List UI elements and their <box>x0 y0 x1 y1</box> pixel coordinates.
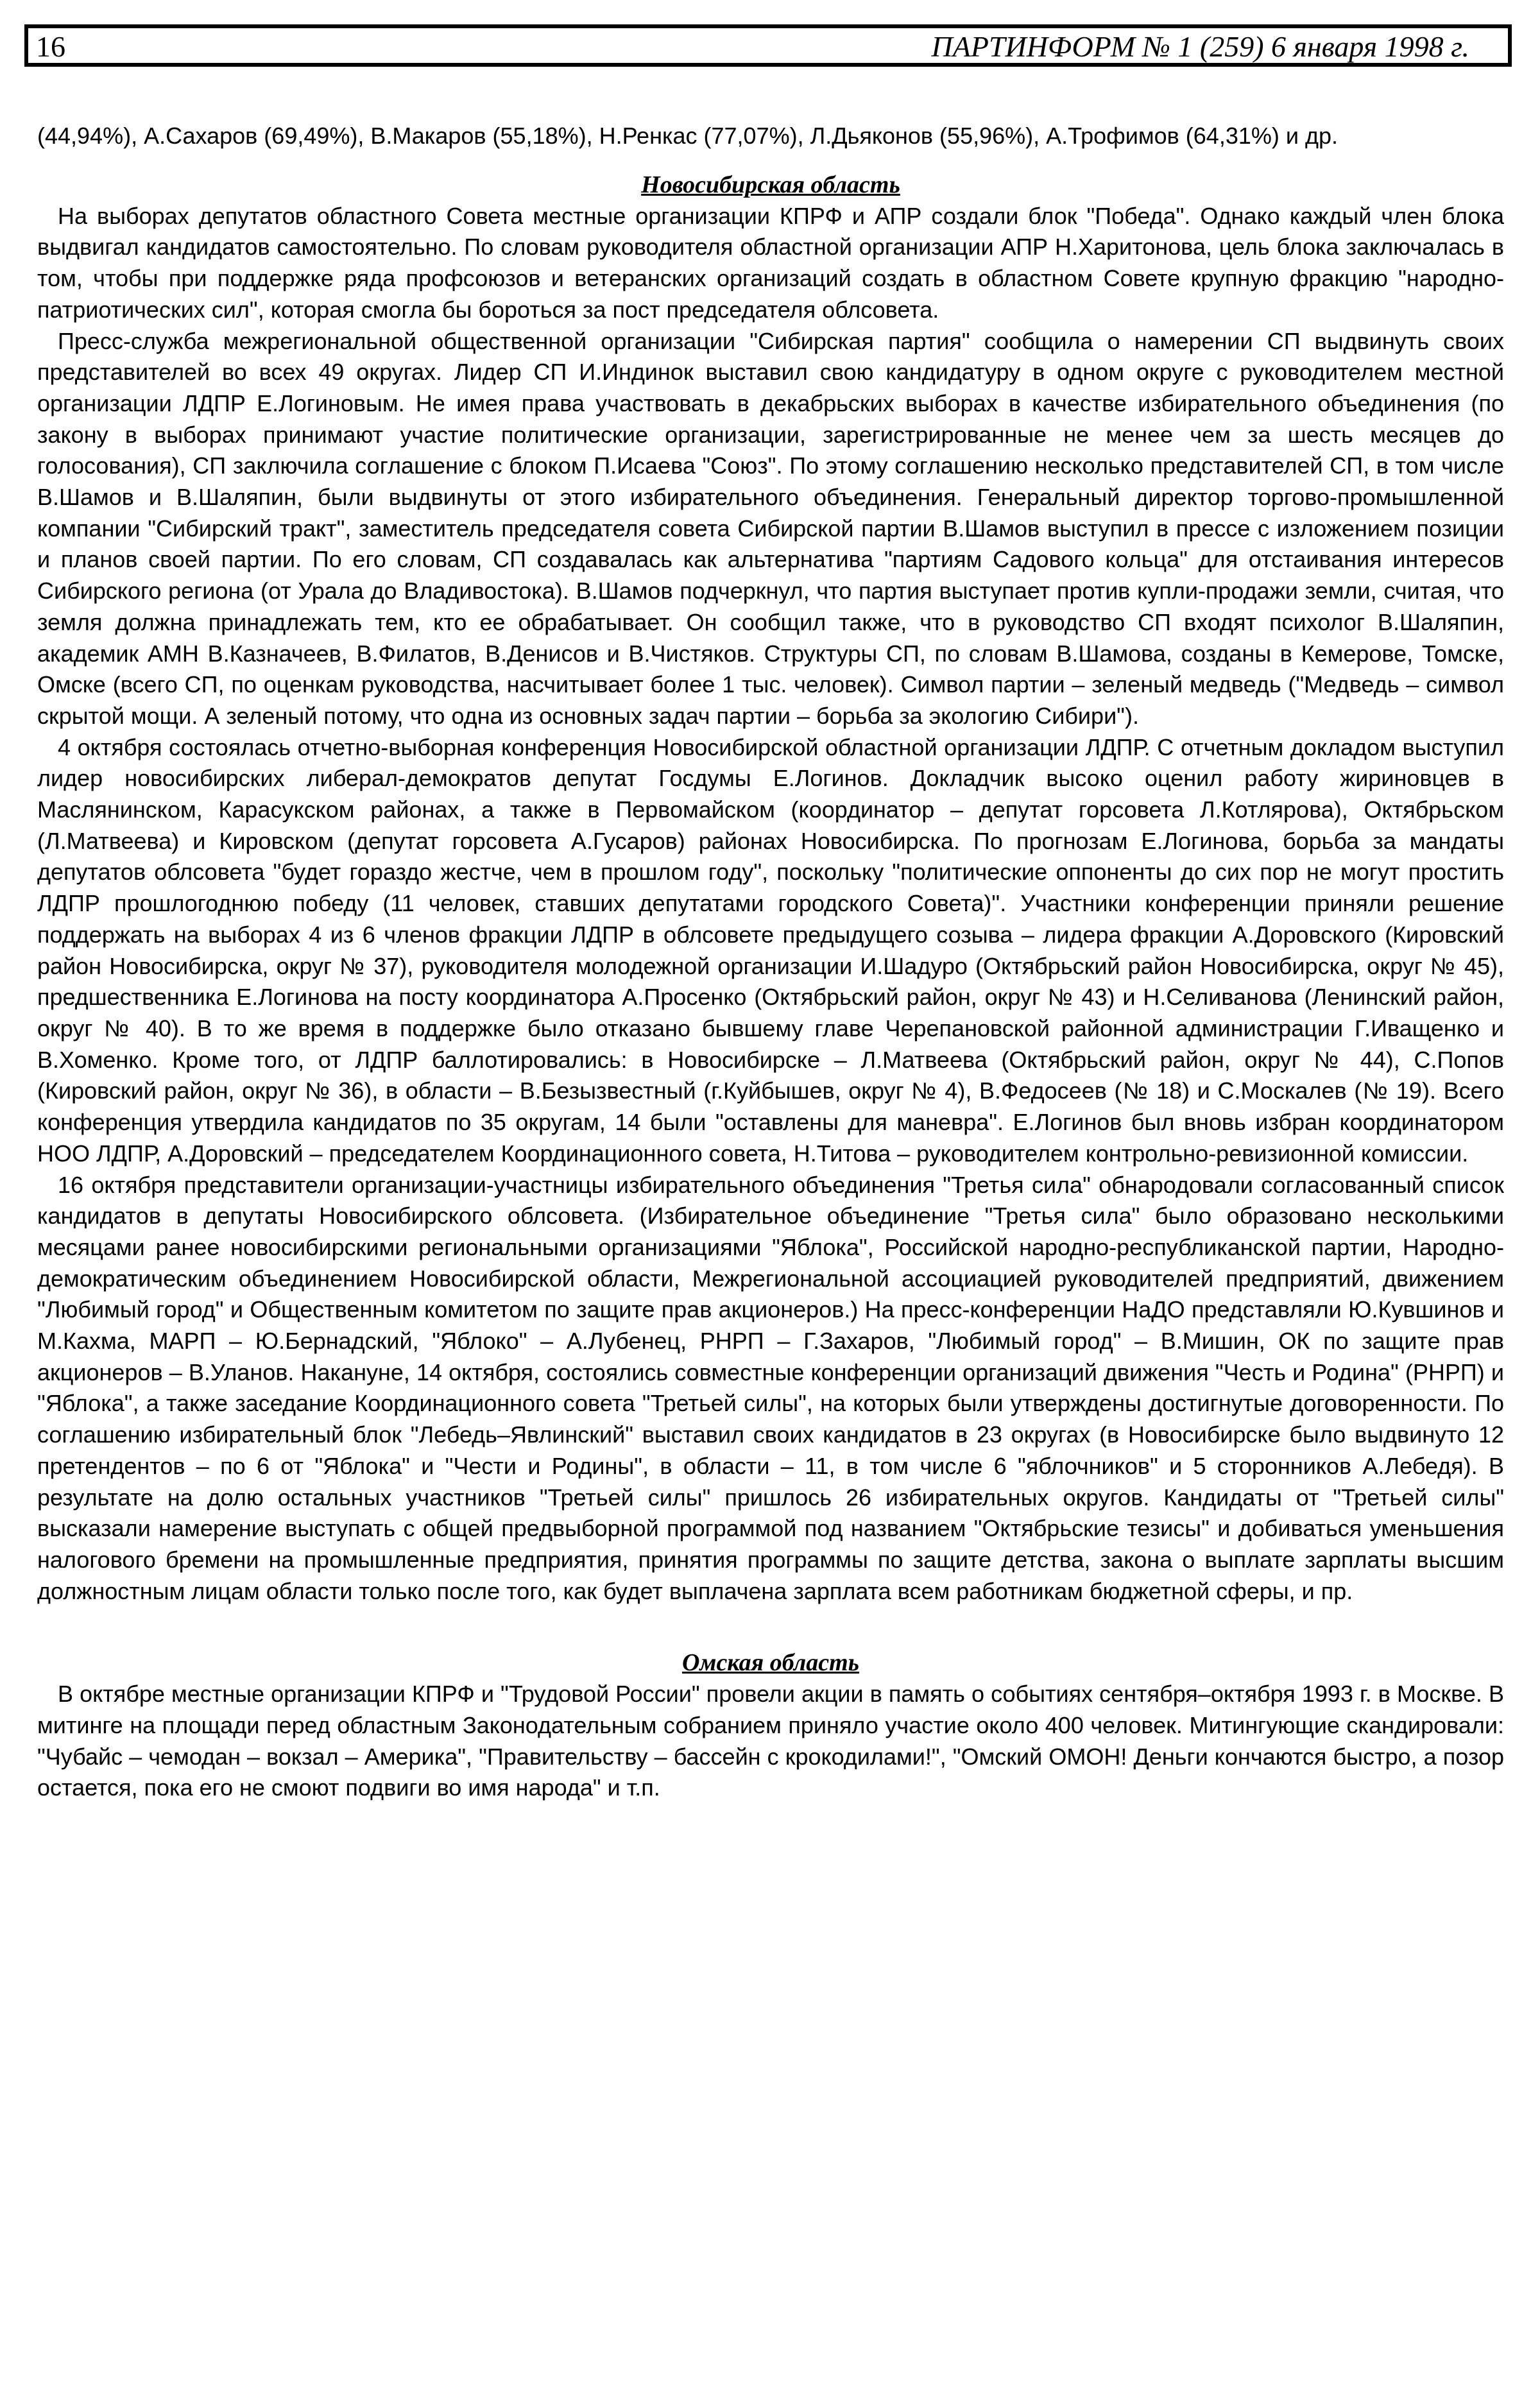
section-novosibirsk <box>37 169 1504 1607</box>
page-header <box>24 24 1512 67</box>
section-omsk <box>37 1647 1504 1804</box>
intro-paragraph: (44,94%), А.Сахаров (69,49%), В.Макаров (55,18%), Н.Ренкас (77,07%), Л.Дьяконов (55,96%), А.Трофимов (64,31%) и др. <box>37 123 1339 149</box>
paragraph: 4 октября состоялась отчетно-выборная конференция Новосибирской областной организации ЛДПР. С отчетным докладом выступил лидер новосибирских либерал-демократов депутат Госдумы Е.Логинов. Докладчик высоко оценил работу жириновцев в Маслянинском, Карасукском районах, а также в Первомайском (координатор – депутат горсовета Л.Котлярова), Октябрьском (Л.Матвеева) и Кировском (депутат горсовета А.Гусаров) районах Новосибирска. По прогнозам Е.Логинова, борьба за мандаты депутатов облсовета "будет гораздо жестче, чем в прошлом году", поскольку "политические оппоненты до сих пор не могут простить ЛДПР прошлогоднюю победу (11 человек, ставших депутатами городского Совета)". Участники конференции приняли решение поддержать на выборах 4 из 6 членов фракции ЛДПР в облсовете предыдущего созыва – лидера фракции А.Доровского (Кировский район Новосибирска, округ № 37), руководителя молодежной организации И.Шадуро (Октябрьский район Новосибирска, округ № 45), предшественника Е.Логинова на посту координатора А.Просенко (Октябрьский район, округ № 43) и Н.Селиванова (Ленинский район, округ № 40). В то же время в поддержке было отказано бывшему главе Черепановской районной администрации Г.Иващенко и В.Хоменко. Кроме того, от ЛДПР баллотировались: в Новосибирске – Л.Матвеева (Октябрьский район, округ № 44), С.Попов (Кировский район, округ № 36), в области – В.Безызвестный (г.Куйбышев, округ № 4), В.Федосеев (№ 18) и С.Москалев (№ 19). Всего конференция утвердила кандидатов по 35 округам, 14 были "оставлены для маневра". Е.Логинов был вновь избран координатором НОО ЛДПР, А.Доровский – председателем Координационного совета, Н.Титова – руководителем контрольно-ревизионной комиссии. <box>37 733 1504 1167</box>
page-number: 16 <box>36 30 65 63</box>
paragraph: В октябре местные организации КПРФ и "Трудовой России" провели акции в память о событиях сентября–октября 1993 г. в Москве. В митинге на площади перед областным Законодательным собранием приняло участие около 400 человек. Митингующие скандировали: "Чубайс – чемодан – вокзал – Америка", "Правительству – бассейн с крокодилами!", "Омский ОМОН! Деньги кончаются быстро, а позор остается, пока его не смоют подвиги во имя народа" и т.п. <box>37 1681 1504 1801</box>
section-title: Омская область <box>681 1649 860 1677</box>
paragraph: На выборах депутатов областного Совета местные организации КПРФ и АПР создали блок "Победа". Однако каждый член блока выдвигал кандидатов самостоятельно. По словам руководителя областной организации АПР Н.Харитонова, цель блока заключалась в том, чтобы при поддержке ряда профсоюзов и ветеранских организаций создать в областном Совете крупную фракцию "народно-патриотических сил", которая смогла бы бороться за пост председателя облсовета. <box>37 202 1504 323</box>
section-title: Новосибирская область <box>641 171 900 198</box>
paragraph: Пресс-служба межрегиональной общественной организации "Сибирская партия" сообщила о намерении СП выдвинуть своих представителей во всех 49 округах. Лидер СП И.Индинок выставил свою кандидатуру в одном округе с руководителем местной организации ЛДПР Е.Логиновым. Не имея права участвовать в декабрьских выборах в качестве избирательного объединения (по закону в выборах принимают участие политические организации, зарегистрированные не менее чем за шесть месяцев до голосования), СП заключила соглашение с блоком П.Исаева "Союз". По этому соглашению несколько представителей СП, в том числе В.Шамов и В.Шаляпин, были выдвинуты от этого избирательного объединения. Генеральный директор торгово-промышленной компании "Сибирский тракт", заместитель председателя совета Сибирской партии В.Шамов выступил в прессе с изложением позиции и планов своей партии. По его словам, СП создавалась как альтернатива "партиям Садового кольца" для отстаивания интересов Сибирского региона (от Урала до Владивостока). В.Шамов подчеркнул, что партия выступает против купли-продажи земли, считая, что земля должна принадлежать тем, кто ее обрабатывает. Он сообщил также, что в руководство СП входят психолог В.Шаляпин, академик АМН В.Казначеев, В.Филатов, В.Денисов и В.Чистяков. Структуры СП, по словам В.Шамова, созданы в Кемерове, Томске, Омске (всего СП, по оценкам руководства, насчитывает более 1 тыс. человек). Символ партии – зеленый медведь ("Медведь – символ скрытой мощи. А зеленый потому, что одна из основных задач партии – борьба за экологию Сибири"). <box>37 327 1504 729</box>
issue-title: ПАРТИНФОРМ № 1 (259) 6 января 1998 г. <box>931 30 1469 63</box>
article-body <box>37 121 1504 1804</box>
paragraph: 16 октября представители организации-участницы избирательного объединения "Третья сила" обнародовали согласованный список кандидатов в депутаты Новосибирского облсовета. (Избирательное объединение "Третья сила" было образовано несколькими месяцами ранее новосибирскими региональными организациями "Яблока", Российской народно-республиканской партии, Народно-демократическим объединением Новосибирской области, Межрегиональной ассоциацией руководителей предприятий, движением "Любимый город" и Общественным комитетом по защите прав акционеров.) На пресс-конференции НаДО представляли Ю.Кувшинов и М.Кахма, МАРП – Ю.Бернадский, "Яблоко" – А.Лубенец, РНРП – Г.Захаров, "Любимый город" – В.Мишин, ОК по защите прав акционеров – В.Уланов. Накануне, 14 октября, состоялись совместные конференции организаций движения "Честь и Родина" (РНРП) и "Яблока", а также заседание Координационного совета "Третьей силы", на которых были утверждены достигнутые договоренности. По соглашению избирательный блок "Лебедь–Явлинский" выставил своих кандидатов в 23 округах (в Новосибирске было выдвинуто 12 претендентов – по 6 от "Яблока" и "Чести и Родины", в области – 11, в том числе 6 "яблочников" и 5 сторонников А.Лебедя). В результате на долю остальных участников "Третьей силы" пришлось 26 избирательных округов. Кандидаты от "Третьей силы" высказали намерение выступать с общей предвыборной программой под названием "Октябрьские тезисы" и добиваться уменьшения налогового бремени на промышленные предприятия, принятия программы по защите детства, закона о выплате зарплаты высшим должностным лицам области только после того, как будет выплачена зарплата всем работникам бюджетной сферы, и пр. <box>37 1171 1504 1604</box>
